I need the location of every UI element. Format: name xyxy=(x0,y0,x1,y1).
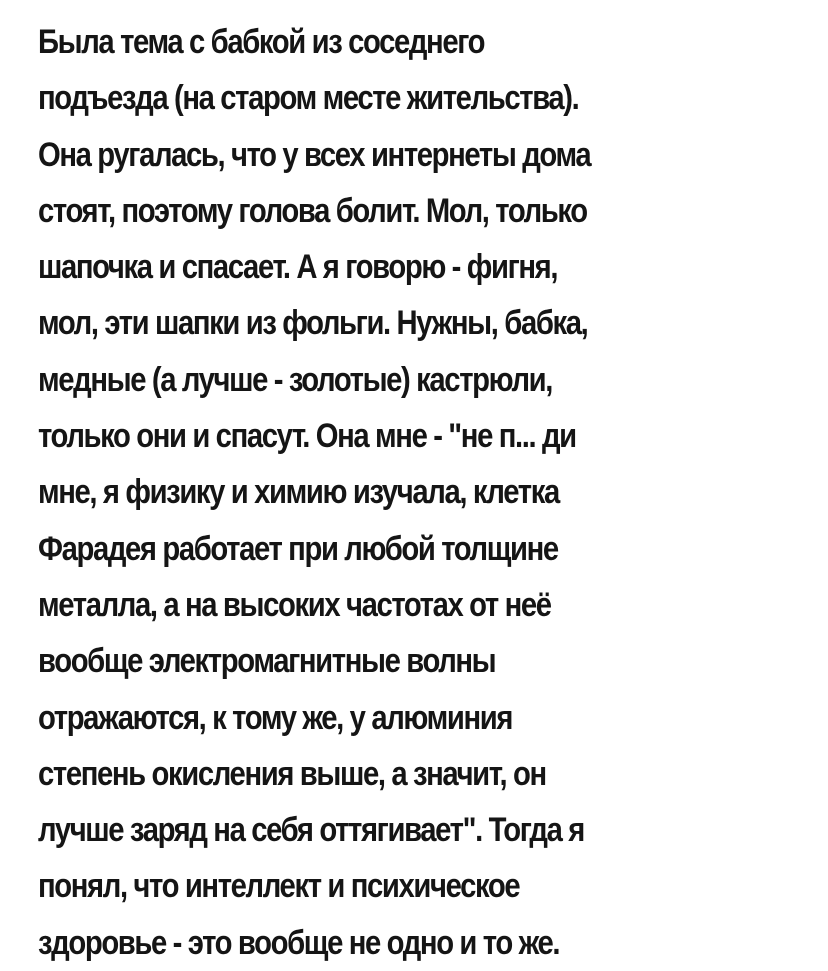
text-line-13: отражаются, к тому же, у алюминия xyxy=(38,698,513,737)
text-line-9: мне, я физику и химию изучала, клетка xyxy=(38,473,559,512)
text-line-4: стоят, поэтому голова болит. Мол, только xyxy=(38,191,587,230)
text-line-14: степень окисления выше, а значит, он xyxy=(38,754,546,793)
text-line-3: Она ругалась, что у всех интернеты дома xyxy=(38,135,591,174)
text-line-15: лучше заряд на себя оттягивает". Тогда я xyxy=(38,811,584,850)
text-line-16: понял, что интеллект и психическое xyxy=(38,867,520,906)
text-line-6: мол, эти шапки из фольги. Нужны, бабка, xyxy=(38,304,588,343)
text-line-2: подъезда (на старом месте жительства). xyxy=(38,79,579,118)
text-line-7: медные (а лучше - золотые) кастрюли, xyxy=(38,360,553,399)
text-line-12: вообще электромагнитные волны xyxy=(38,642,496,681)
text-line-1: Была тема с бабкой из соседнего xyxy=(38,23,485,61)
text-line-5: шапочка и спасает. А я говорю - фигня, xyxy=(38,248,558,287)
text-line-17: здоровье - это вообще не одно и то же. xyxy=(38,923,560,962)
text-line-11: металла, а на высоких частотах от неё xyxy=(38,585,551,624)
text-line-10: Фарадея работает при любой толщине xyxy=(38,529,558,568)
text-line-8: только они и спасут. Она мне - "не п... ди xyxy=(38,417,576,456)
post-text xyxy=(38,14,709,971)
